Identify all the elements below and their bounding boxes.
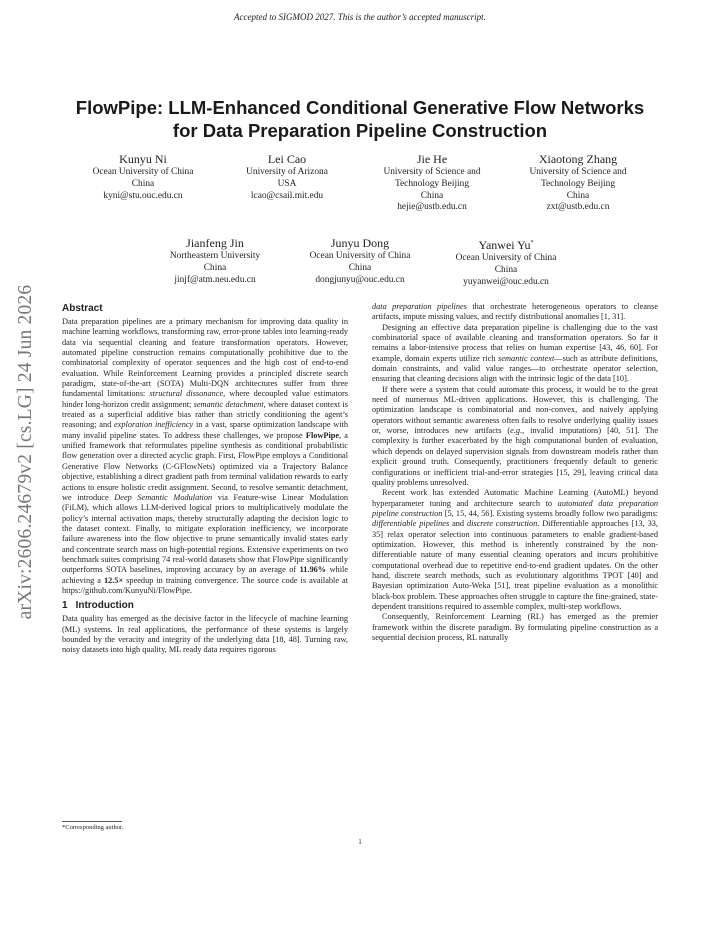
page-number: 1 xyxy=(358,838,362,846)
abstract-heading: Abstract xyxy=(62,303,103,314)
author-country: China xyxy=(494,264,518,275)
author-block xyxy=(140,236,290,286)
footnote-rule xyxy=(62,821,122,822)
author-block xyxy=(68,152,218,202)
introduction-heading: 1 Introduction xyxy=(62,600,134,612)
author-block xyxy=(212,152,362,202)
author-affiliation: Ocean University of China xyxy=(92,167,194,177)
footnote: *Corresponding author. xyxy=(62,824,124,831)
author-country: USA xyxy=(277,178,297,189)
intro-paragraph: Designing an effective data preparation pipeline is challenging due to the vast combinatorial space of available cleaning and transformation operators. So far it remains a labor-intensive process that relies on human expertise [43, 46, 60]. For example, domain experts utilize rich semantic context—such as attribute definitions, domain constraints, and valid value ranges—to orchestrate operator selection, ensuring that cleaning decisions align with the intrinsic logic of the data [10]. xyxy=(372,322,659,384)
left-column xyxy=(62,302,348,656)
intro-paragraph: Consequently, Reinforcement Learning (RL) has emerged as the premier framework within the discrete paradigm. By formulating pipeline construction as a sequential decision process, RL naturally xyxy=(372,612,658,642)
intro-paragraph: data preparation pipelines that orchestrate heterogeneous operators to cleanse artifacts, impute missing values, and rectify distributional anomalies [1, 31]. xyxy=(372,302,658,322)
author-name: Lei Cao xyxy=(267,152,307,166)
author-affiliation: Ocean University of China xyxy=(455,253,557,263)
author-email: zxt@ustb.edu.cn xyxy=(546,202,610,213)
title-line-1: FlowPipe: LLM-Enhanced Conditional Generative Flow Networks xyxy=(75,97,645,118)
author-email: lcao@csail.mit.edu xyxy=(250,190,324,201)
author-block xyxy=(503,152,653,214)
author-affiliation: Northeastern University xyxy=(169,251,261,261)
title-line-2: for Data Preparation Pipeline Construction xyxy=(172,120,548,141)
author-affiliation: University of Arizona xyxy=(246,167,328,177)
author-email: dongjunyu@ouc.edu.cn xyxy=(315,274,405,285)
author-affiliation: Technology Beijing xyxy=(394,178,470,189)
author-affiliation: University of Science and xyxy=(383,167,481,177)
author-affiliation: University of Science and xyxy=(529,167,627,177)
author-name: Junyu Dong xyxy=(330,236,390,250)
author-country: China xyxy=(203,262,227,273)
author-name: Yanwei Yu* xyxy=(478,238,534,252)
author-email: yuyanwei@ouc.edu.cn xyxy=(463,276,549,287)
arxiv-id: arXiv:2606.24679v2 [cs.LG] 24 Jun 2026 xyxy=(15,284,36,620)
abstract-text: Data preparation pipelines are a primary mechanism for improving data quality in machine learning workflows, transforming raw, error-prone tables into learning-ready data via sequential cleaning and feature transformation operators. However, automated pipeline construction remains computationally prohibitive due to the combinatorial complexity of operator sequences and the high cost of end-to-end evaluation. While Reinforcement Learning provides a principled discrete search paradigm, state-of-the-art (SOTA) Multi-DQN architectures suffer from three fundamental limitations: structural dissonance, where decoupled value estimators hinder long-horizon credit assignment; semantic detachment, where dataset context is treated as a superficial additive bias rather than strictly conditioning the agent’s reasoning; and exploration inefficiency in a vast, sparse optimization landscape with many invalid pipeline states. To address these challenges, we propose FlowPipe, a unified framework that reformulates pipeline synthesis as conditional probabilistic flow generation over a directed acyclic graph. First, FlowPipe employs a Conditional Generative Flow Networks (C-GFlowNets) optimized via a Trajectory Balance objective, establishing a direct gradient path from terminal validation rewards to early actions to ensure holistic credit assignment. Second, to resolve semantic detachment, we introduce Deep Semantic Modulation via Feature-wise Linear Modulation (FiLM), which allows LLM-derived logical priors to multiplicatively modulate the policy’s internal activation maps, thereby structurally adapting the decision logic to the dataset context. Finally, to mitigate exploration inefficiency, we incorporate failure awareness into the flow objective to prune semantically invalid states early and concentrate search mass on high-potential regions. Extensive experiments on two benchmark suites comprising 74 real-world datasets show that FlowPipe significantly outperforms SOTA baselines, improving accuracy by an average of 11.96% while achieving a 12.5× speedup in training convergence. The source code is available at https://github.com/KunyuNi/FlowPipe. xyxy=(62,317,349,595)
intro-paragraph: If there were a system that could automate this process, it would be to the great need of numerous ML-driven applications. However, this is challenging. The optimization landscape is combinatorial and non-convex, and naively applying operators without semantic awareness often fails to resolve underlying quality issues or, worse, introduces new artifacts (e.g., invalid imputations) [40, 51]. The complexity is further exacerbated by the high computational burden of evaluation, which depends on delayed supervision signals from downstream models rather than explicit ground truth. Consequently, practitioners frequently default to generic configurations or inefficient trial-and-error strategies [15, 29], leaving critical data quality problems unresolved. xyxy=(372,384,658,487)
author-country: China xyxy=(566,190,590,201)
arxiv-stamp xyxy=(12,232,40,672)
paper-title xyxy=(40,96,680,142)
author-block xyxy=(357,152,507,214)
author-email: kyni@stu.ouc.edu.cn xyxy=(103,190,183,201)
header-note: Accepted to SIGMOD 2027. This is the author’s accepted manuscript. xyxy=(234,12,486,22)
author-block xyxy=(431,236,581,288)
author-name: Jie He xyxy=(416,152,448,166)
author-country: China xyxy=(131,178,155,189)
author-affiliation: Ocean University of China xyxy=(309,251,411,261)
author-block xyxy=(285,236,435,286)
author-email: jinjf@atm.neu.edu.cn xyxy=(174,274,256,285)
author-email: hejie@ustb.edu.cn xyxy=(397,202,467,213)
intro-paragraph: Data quality has emerged as the decisive factor in the lifecycle of machine learning (ML) systems. In real applications, the performance of these systems is largely bounded by the veracity and integrity of the underlying data [18, 48]. Turning raw, noisy datasets into high quality, ML ready data requires rigorous xyxy=(62,614,348,655)
author-country: China xyxy=(348,262,372,273)
author-name: Jianfeng Jin xyxy=(186,236,244,250)
author-country: China xyxy=(420,190,444,201)
author-name: Kunyu Ni xyxy=(119,152,167,166)
intro-paragraph: Recent work has extended Automatic Machine Learning (AutoML) beyond hyperparameter tuning and architecture search to automated data preparation pipeline construction [5, 15, 44, 56]. Existing systems broadly follow two paradigms: differentiable pipelines and discrete construction. Differentiable approaches [13, 33, 35] relax operator selection into continuous parameters to enable gradient-based optimization. However, this method is inherently constrained by the non-differentiable nature of many essential cleaning operators and incurs prohibitive computational overhead due to repetitive end-to-end gradient updates. On the other hand, discrete search methods, such as evolutionary algorithms TPOT [40] and Bayesian optimization Auto-Weka [51], treat pipeline evaluation as a monolithic black-box problem. These approaches often struggle to capture the fine-grained, state-dependent transitions required to assemble complex, multi-step workflows. xyxy=(372,488,658,611)
author-name: Xiaotong Zhang xyxy=(538,152,618,166)
right-column xyxy=(372,302,658,643)
author-affiliation: Technology Beijing xyxy=(540,178,616,189)
